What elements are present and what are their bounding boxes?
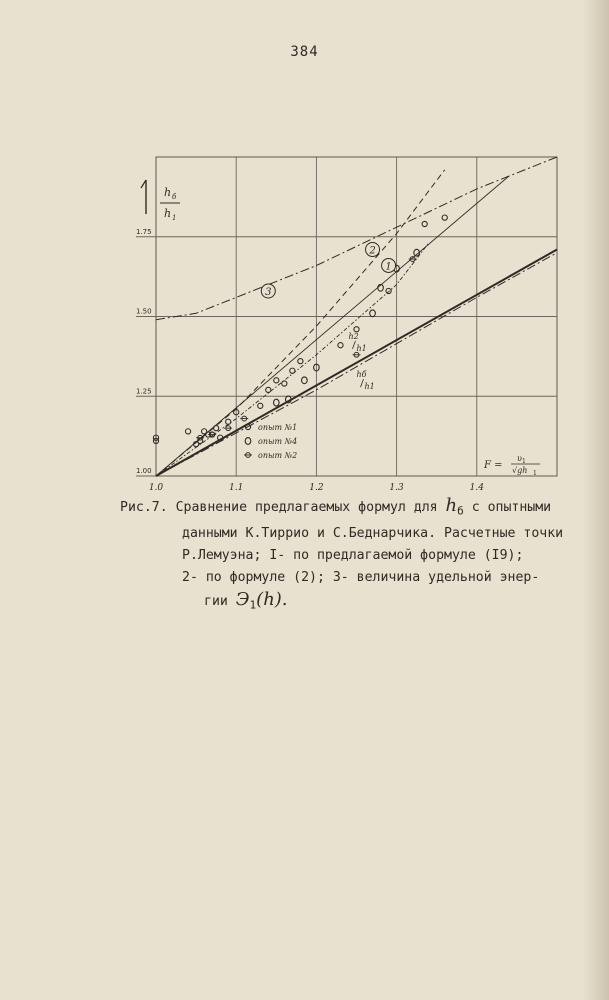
data-point-exp1 (258, 403, 263, 408)
y-label-bottom: h (164, 207, 172, 220)
legend-label: опыт №4 (258, 437, 298, 446)
curve-3 (156, 157, 557, 320)
x-tick-label: 1.2 (309, 483, 324, 493)
axis-labels (136, 180, 556, 493)
x-tick-label: 1.0 (148, 483, 164, 493)
x-label-formula: F = (484, 460, 503, 471)
curve-hb (156, 250, 557, 477)
data-point-exp1 (214, 426, 219, 431)
curve-label-number: 1 (385, 261, 392, 273)
data-point-exp1 (266, 387, 271, 392)
legend-marker-open-circle (245, 438, 251, 445)
grid-lines (136, 157, 557, 476)
caption-line-3: Р.Лемуэна; I- по предлагаемой формуле (I9); (182, 547, 524, 563)
y-tick-label: 1.25 (136, 387, 152, 396)
data-point-exp1 (386, 288, 391, 293)
curve-1 (156, 176, 509, 476)
data-point-exp1 (290, 368, 295, 373)
y-tick-label: 1.50 (136, 307, 152, 316)
x-tick-label: 1.3 (389, 483, 404, 493)
data-point-exp1 (298, 359, 303, 364)
data-point-exp1 (185, 429, 190, 434)
data-point-exp1 (422, 221, 427, 226)
legend-label: опыт №1 (258, 423, 298, 432)
curve-2 (156, 170, 445, 476)
y-label-top-sub: б (172, 193, 177, 201)
ratio-label-den: h1 (364, 382, 375, 392)
page-number: 384 (290, 44, 319, 60)
legend-label: опыт №2 (258, 451, 298, 460)
legend (244, 423, 297, 460)
data-point-exp4 (302, 377, 308, 384)
ratio-label-den: h1 (356, 343, 367, 353)
curve-label-number: 2 (369, 245, 376, 257)
x-label-denominator-sub: 1 (533, 470, 537, 477)
y-label-bottom-sub: 1 (172, 214, 177, 222)
data-points (153, 215, 447, 447)
y-tick-label: 1.00 (136, 467, 152, 475)
y-axis-arrow-head (141, 180, 146, 188)
data-point-exp1 (338, 343, 343, 348)
x-label-numerator: υ (517, 454, 522, 463)
x-tick-label: 1.1 (229, 483, 244, 493)
caption-line-2: данными К.Тиррио и С.Беднарчика. Расчетные точки (182, 525, 564, 541)
data-point-exp1 (282, 381, 287, 386)
y-label-top: h (164, 186, 172, 199)
ratio-label-num: hб (356, 370, 367, 380)
ratio-label-slash (361, 379, 364, 387)
caption-line-1: Рис.7. Сравнение предлагаемых формул для $h_б$ с опытными (120, 495, 552, 518)
data-point-exp1 (442, 215, 447, 220)
caption-line-4: 2- по формуле (2); 3- величина удельной энер- (182, 569, 540, 585)
ratio-label-slash (352, 341, 355, 349)
figure-caption (120, 495, 590, 616)
x-tick-label: 1.4 (469, 483, 484, 493)
data-point-exp1 (226, 419, 231, 424)
caption-line-5: гии $Э_1(h)$. (204, 588, 288, 612)
data-point-exp4 (370, 310, 376, 317)
data-point-exp1 (274, 378, 279, 383)
book-spine-shadow (583, 0, 609, 1000)
y-tick-label: 1.75 (136, 227, 152, 236)
x-label-denominator: √gh (512, 466, 528, 475)
curve-label-number: 3 (265, 286, 272, 298)
ratio-label-num: h2 (348, 331, 359, 341)
data-point-exp4 (274, 399, 280, 406)
x-label-numerator-sub: 1 (522, 458, 526, 465)
